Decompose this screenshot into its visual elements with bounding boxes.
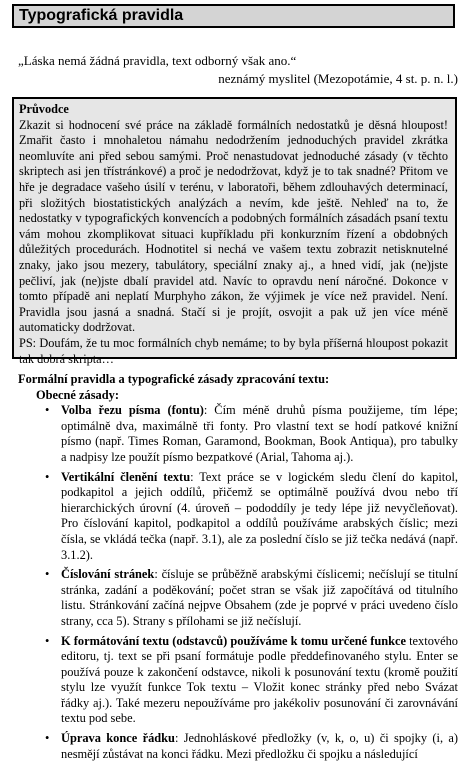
bullet-icon: • xyxy=(45,633,50,648)
bullet-icon: • xyxy=(45,403,50,418)
rule-term: K formátování textu (odstavců) používáme k tomu určené funkce xyxy=(61,633,406,648)
section-title: Formální pravidla a typografické zásady zpracování textu: xyxy=(18,372,330,386)
list-item xyxy=(45,469,458,564)
rules-section xyxy=(18,372,458,766)
epigraph xyxy=(18,52,458,88)
epigraph-text: „Láska nemá žádná pravidla, text odborný však ano.“ xyxy=(18,53,297,68)
page-title: Typografická pravidla xyxy=(19,7,184,24)
epigraph-author: neznámý myslitel (Mezopotámie, 4 st. p. n. l.) xyxy=(218,71,458,86)
list-item xyxy=(45,403,458,465)
rule-text: : Text práce se v logickém sledu člení do kapitol, podkapitol a jejich oddílů, přičemž se optimálně používá dvou nebo tří hierarchických úrovní (4. úroveň – pododdíly je tedy lépe již nevyčleňovat). Pro číslování kapitol, podkapitol a oddílů používáme arabských číslic; mezi čísla, se vkládá tečka (např. 3.1), ale za poslední číslo se již tečka nedává (např. 3.1.2). xyxy=(61,469,458,562)
foreword-heading: Průvodce xyxy=(19,102,69,116)
section-subheading: Obecné zásady: xyxy=(36,387,119,402)
rule-text: : Jednohláskové předložky (v, k, o, u) či spojky (i, a) nesmějí zůstávat na konci řádku. Mezi předložku či spojku a následující xyxy=(61,731,458,761)
rule-text: textového editoru, tj. text se při psaní formátuje podle předdefinovaného stylu. Enter se používá pouze k zakončení odstavce, nikoli k posunování textu (kromě použití stylu lze využít funkce Tok textu – Vložit konec stránky před nebo Svázat řádky aj.). Také mezeru nepoužíváme pro jakékoliv posunování či zarovnávání textu pod sebe. xyxy=(61,633,458,726)
foreword-body: Zkazit si hodnocení své práce na základě formálních nedostatků je děsná hloupost! Zmařit často i mnohaletou námahu nedodržením jednoduchých pravidel zkrátka neomluvíte ani před sebou samými. Proč nenastudovat jednoduché zásady (v těchto skriptech asi jen třístránkové) a proč je nedodržovat, když je to tak snadné? Přitom ve hře je degradace vašeho úsilí v terénu, v laboratoři, během zdlouhavých determinací, při složitých biostatistických analýzách a nevím, kde ještě. Nehleď na to, že nedostatky v typografických konvencích a podobných formálních zásadách psaní textu vám mohou zkomplikovat situaci kupříkladu při konkurzním řízení a obdobných důležitých procedurách. Hodnotitel si nechá ve vašem textu zobrazit netisknutelné znaky, jako jsou mezery, tabulátory, speciální znaky aj., a hned vidí, jak (ne)jste pečliví, jak (ne)jste dbalí pravidel atd. Navíc to opravdu není náročné. Dokonce v tomto případě ani neplatí Murphyho zákon, že výjimek je více než pravidel. Není. Pravidla jsou jasná a snadná. Stačí si je projít, osvojit a pak už jen více méně automaticky dodržovat. xyxy=(19,117,448,335)
bullet-icon: • xyxy=(45,731,50,746)
rule-text: : čísluje se průběžně arabskými číslicemi; nečíslují se titulní stránka, zadání a poděkování; počet stran se však již započítává od titulního listu. Stránkování začíná nejpve Obsahem (zde je poprvé v práci uvedeno číslo strany, cca 5). Strany s přílohami se již nečíslují. xyxy=(61,567,458,628)
bullet-icon: • xyxy=(45,469,50,484)
foreword-postscript: PS: Doufám, že tu moc formálních chyb nemáme; to by byla příšerná hloupost pokazit tak dobrá skripta… xyxy=(19,335,448,366)
rules-list xyxy=(18,403,458,762)
bullet-icon: • xyxy=(45,567,50,582)
foreword-box xyxy=(12,97,457,366)
rule-term: Číslování stránek xyxy=(61,567,155,582)
rule-term: Úprava konce řádku xyxy=(61,731,175,746)
rule-term: Vertikální členění textu xyxy=(61,469,191,484)
rule-term: Volba řezu písma (fontu) xyxy=(61,403,204,418)
title-banner xyxy=(12,4,455,28)
list-item xyxy=(45,633,458,728)
list-item xyxy=(45,567,458,629)
rule-text: : Čím méně druhů písma použijeme, tím lépe; optimálně dva, maximálně tři fonty. Pro vlastní text se hodí patkové knižní písmo (např. Times Roman, Garamond, Bookman, Book Antiqua), pro tabulky a nadpisy lze použít písmo bezpatkové (Arial, Tahoma aj.). xyxy=(61,403,458,464)
list-item xyxy=(45,731,458,762)
